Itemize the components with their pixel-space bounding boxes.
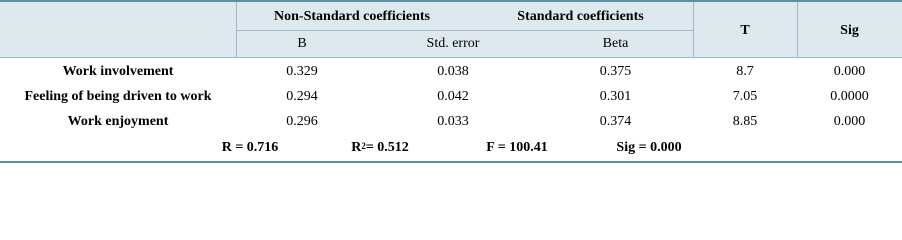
summary-sig: Sig = 0.000 (616, 140, 682, 155)
cell-std-error: 0.033 (437, 114, 469, 129)
header-beta: Beta (602, 36, 629, 51)
row-label: Feeling of being driven to work (24, 89, 212, 104)
header-std-error: Std. error (426, 36, 480, 51)
summary-f: F = 100.41 (486, 140, 548, 155)
cell-beta: 0.301 (599, 89, 632, 104)
cell-std-error: 0.038 (437, 64, 469, 79)
header-t: T (740, 22, 750, 38)
header-sig: Sig (840, 22, 859, 38)
cell-b: 0.294 (286, 89, 318, 104)
cell-sig: 0.0000 (830, 89, 869, 104)
cell-beta: 0.374 (599, 114, 632, 129)
cell-sig: 0.000 (833, 114, 866, 129)
row-label: Work enjoyment (67, 114, 169, 129)
summary-r-squared: R $^2$ = 0.512 (351, 140, 409, 155)
header-bottom-rule (0, 57, 902, 58)
cell-t: 8.85 (732, 114, 758, 129)
row-label: Work involvement (62, 64, 174, 79)
cell-b: 0.296 (286, 114, 318, 129)
header-non-standard-coefficients: Non-Standard coefficients (274, 9, 430, 24)
table-bottom-rule (0, 161, 902, 163)
cell-t: 7.05 (732, 89, 758, 104)
header-standard-coefficients: Standard coefficients (517, 9, 644, 24)
cell-sig: 0.000 (833, 64, 866, 79)
summary-r: R = 0.716 (221, 140, 279, 155)
table-top-rule (0, 0, 902, 2)
cell-std-error: 0.042 (437, 89, 469, 104)
cell-t: 8.7 (736, 64, 754, 79)
cell-beta: 0.375 (599, 64, 632, 79)
header-b: B (297, 36, 307, 51)
cell-b: 0.329 (286, 64, 318, 79)
